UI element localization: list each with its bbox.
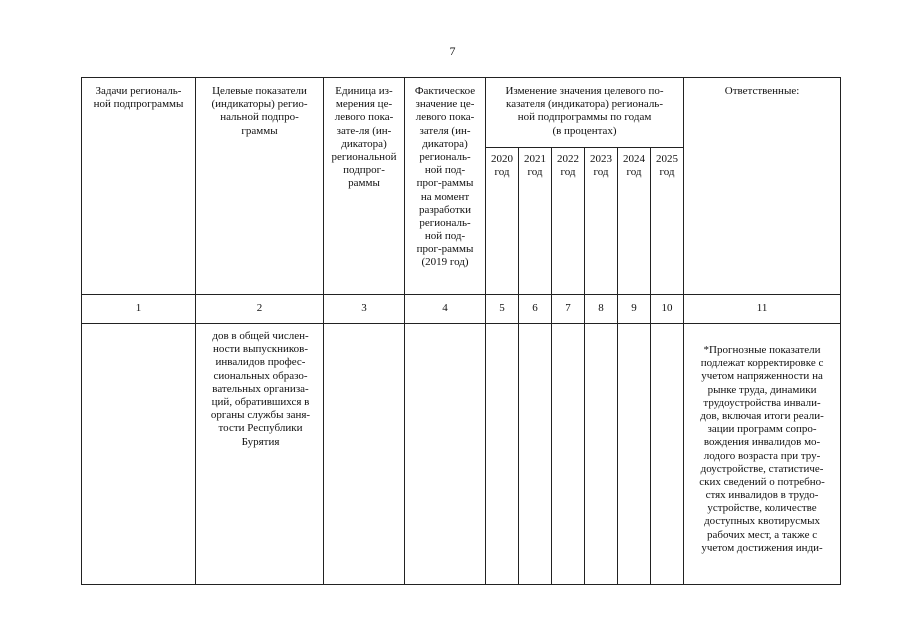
header-target-indicators: Целевые показатели (индикаторы) регио- нальной подпро- граммы: [196, 78, 324, 295]
body-unit-cell: [324, 324, 405, 585]
header-unit: Единица из- мерения це- левого пока- зате-ля (ин- дикатора) региональной подпрог- раммы: [324, 78, 405, 295]
column-number-3: 3: [324, 295, 405, 324]
year-2025: 2025 год: [651, 148, 684, 295]
column-number-5: 5: [486, 295, 519, 324]
indicator-description: дов в общей числен- ности выпускников- инвалидов профес- сиональных образо- вательных организа- ций, обратившихся в органы службы заня- тости Республики Бурятия: [196, 324, 324, 585]
header-change-by-year: Изменение значения целевого по- казателя (индикатора) региональ- ной подпрограммы по годам (в процентах): [486, 78, 684, 148]
page-number: 7: [449, 44, 456, 58]
year-2021: 2021 год: [519, 148, 552, 295]
body-2022-cell: [552, 324, 585, 585]
column-number-11: 11: [684, 295, 841, 324]
header-actual-value: Фактическое значение це- левого пока- зателя (ин- дикатора) региональ- ной под- прог-раммы на момент разработки региональ- ной под- прог-раммы (2019 год): [405, 78, 486, 295]
column-number-6: 6: [519, 295, 552, 324]
year-2024: 2024 год: [618, 148, 651, 295]
header-responsible: Ответственные:: [684, 78, 841, 295]
body-2020-cell: [486, 324, 519, 585]
year-2020: 2020 год: [486, 148, 519, 295]
column-number-9: 9: [618, 295, 651, 324]
body-tasks-cell: [82, 324, 196, 585]
column-number-8: 8: [585, 295, 618, 324]
body-2023-cell: [585, 324, 618, 585]
body-2025-cell: [651, 324, 684, 585]
column-number-7: 7: [552, 295, 585, 324]
responsible-note: *Прогнозные показатели подлежат корректировке с учетом напряженности на рынке труда, динамики трудоустройства инвали- дов, включая итоги реали- зации программ сопро- вождения инвалидов мо- лодого возраста при тру- доустройстве, статистиче- ских сведений о потребно- стях инвалидов в трудо- устройстве, количестве доступных квотирусмых рабочих мест, а также с учетом достижения инди-: [684, 324, 841, 585]
body-actual-cell: [405, 324, 486, 585]
body-2021-cell: [519, 324, 552, 585]
column-number-10: 10: [651, 295, 684, 324]
indicators-table: [81, 77, 841, 585]
header-tasks: Задачи региональ- ной подпрограммы: [82, 78, 196, 295]
year-2022: 2022 год: [552, 148, 585, 295]
column-number-2: 2: [196, 295, 324, 324]
year-2023: 2023 год: [585, 148, 618, 295]
column-number-4: 4: [405, 295, 486, 324]
body-2024-cell: [618, 324, 651, 585]
column-number-1: 1: [82, 295, 196, 324]
